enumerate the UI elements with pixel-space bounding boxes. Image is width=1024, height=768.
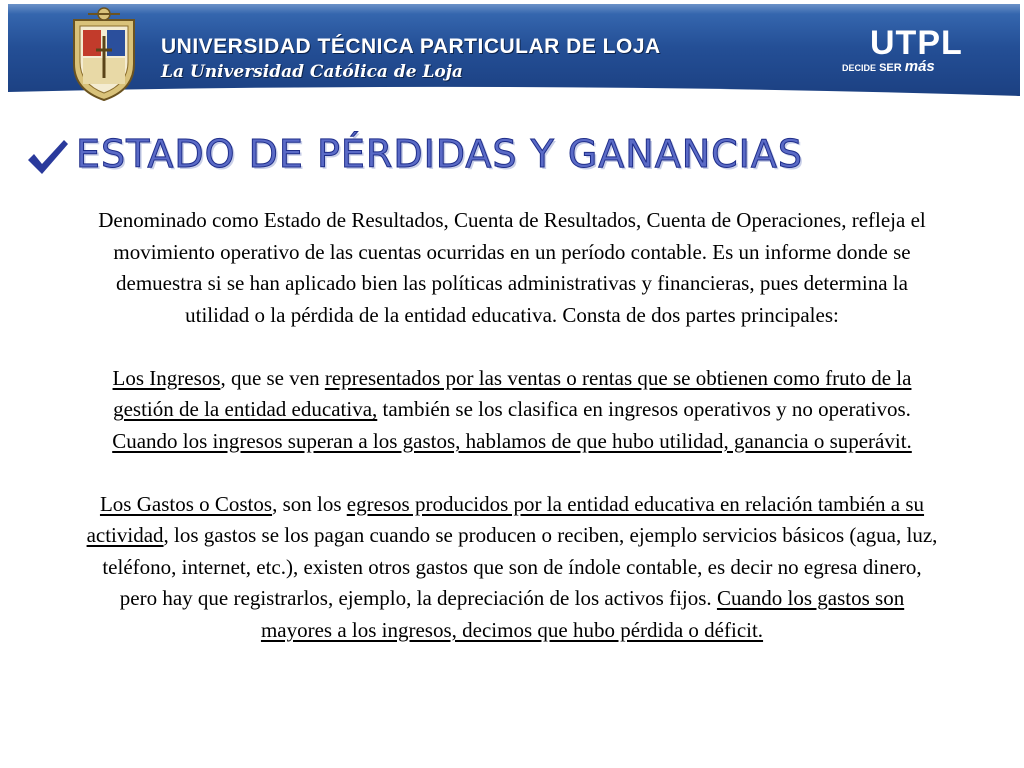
slide-title: ESTADO DE PÉRDIDAS Y GANANCIAS [76,132,804,176]
term-ingresos: Los Ingresos [112,365,221,390]
university-tagline: La Universidad Católica de Loja [161,62,463,82]
slide-body [84,205,940,646]
gastos-underlined-2: Cuando los gastos son mayores a los ingresos, decimos que hubo pérdida o déficit. [260,586,905,642]
utpl-slogan [842,60,935,75]
gastos-text-1: , son los [272,491,347,516]
university-name: UNIVERSIDAD TÉCNICA PARTICULAR DE LOJA [161,35,661,58]
paragraph-ingresos [84,363,940,458]
ingresos-underlined-2: Cuando los ingresos superan a los gastos, hablamos de que hubo utilidad, ganancia o superávit. [112,428,912,453]
ingresos-underlined-1: representados por las ventas o rentas que se obtienen como fruto de la gestión de la entidad educativa, [113,365,912,421]
utpl-logo: UTPL [870,24,963,62]
paragraph-spacer [84,331,940,363]
ingresos-text-2: también se los clasifica en ingresos operativos y no operativos. [377,397,911,421]
slogan-ser: SER [876,62,905,74]
paragraph-gastos [84,489,940,647]
check-mark-icon [24,136,70,180]
university-crest-icon [66,6,142,102]
term-gastos: Los Gastos o Costos [99,491,273,516]
ingresos-text-1: , que se ven [220,365,325,390]
slogan-mas: más [904,58,935,75]
paragraph-spacer [84,457,940,489]
gastos-underlined-1: egresos producidos por la entidad educativa en relación también a su actividad [86,491,925,547]
slogan-decide: DECIDE [842,63,877,73]
header-banner [8,4,1020,102]
paragraph-definition: Denominado como Estado de Resultados, Cuenta de Resultados, Cuenta de Operaciones, refleja el movimiento operativo de las cuentas ocurridas en un período contable. Es un informe donde se demuestra si se han aplicado bien las políticas administrativas y financieras, pues determina la utilidad o la pérdida de la entidad educativa. Consta de dos partes principales: [98,208,926,327]
gastos-text-2: , los gastos se los pagan cuando se producen o reciben, ejemplo servicios básicos (agua, luz, teléfono, internet, etc.), existen otros gastos que son de índole contable, es decir no egresa dinero, pero hay que registrarlos, ejemplo, la depreciación de los activos fijos. [102,523,938,610]
